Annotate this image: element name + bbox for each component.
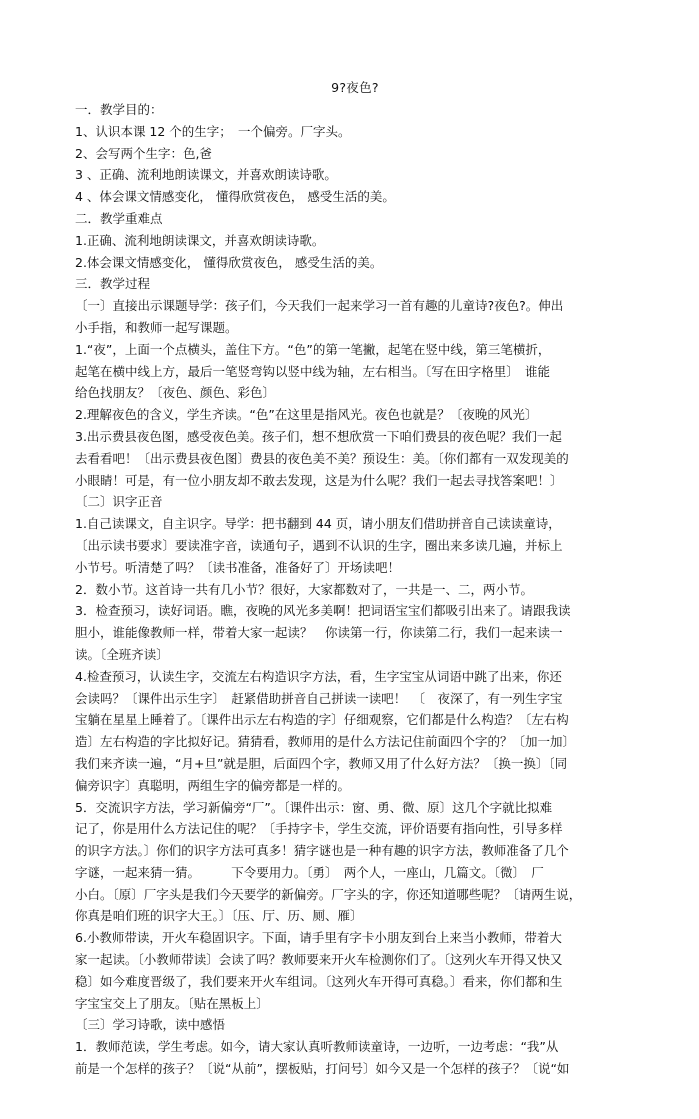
text-line: 三．教学过程: [75, 276, 151, 292]
text-line: 小手指，和教师一起写课题。: [75, 319, 238, 335]
text-line: 记了，你是用什么方法记住的呢？〔手持字卡，学生交流，评价语要有指向性，引导多样: [75, 821, 563, 837]
text-line: 我们来齐读一遍，“月+旦”就是胆，后面四个字，教师又用了什么好方法？〔换一换〕〔同: [75, 755, 568, 771]
text-line: 1、认识本课 12 个的生字； 一个偏旁。厂字头。: [75, 123, 351, 139]
text-line: 字宝宝交上了朋友。〔贴在黑板上〕: [75, 995, 269, 1011]
text-line: 读。〔全班齐读〕: [75, 646, 169, 662]
text-line: 偏旁识字〕真聪明，两组生字的偏旁都是一样的。: [75, 777, 351, 793]
text-line: 1.“夜”，上面一个点横头，盖住下方。“色”的第一笔撇，起笔在竖中线，第三笔横折，: [75, 341, 551, 357]
text-line: 你真是咱们班的识字大王。〕〔压、厅、历、厕、雁〕: [75, 908, 363, 924]
text-line: 3.出示费县夜色图，感受夜色美。孩子们，想不想欣赏一下咱们费县的夜色呢？我们一起: [75, 428, 562, 444]
text-line: 2.理解夜色的含义，学生齐读。“色”在这里是指风光。夜色也就是？〔夜晚的风光〕: [75, 407, 538, 423]
text-line: 小眼睛！可是，有一位小朋友却不敢去发现，这是为什么呢？我们一起去寻找答案吧！〕: [75, 472, 563, 488]
text-line: 2．数小节。这首诗一共有几小节？很好，大家都数对了，一共是一、二，两小节。: [75, 581, 533, 597]
text-line: 起笔在横中线上方，最后一笔竖弯钩以竖中线为轴，左右相当。〔写在田字格里〕 谁能: [75, 363, 551, 379]
text-line: 给色找朋友？〔夜色、颜色、彩色〕: [75, 385, 276, 401]
text-line: 2.体会课文情感变化， 懂得欣赏夜色， 感受生活的美。: [75, 254, 383, 270]
text-line: 前是一个怎样的孩子？〔说“从前”，摆板贴，打问号〕如今又是一个怎样的孩子？〔说“如: [75, 1061, 570, 1077]
text-line: 6.小教师带读，开火车稳固识字。下面，请手里有字卡小朋友到台上来当小教师，带着大: [75, 930, 562, 946]
document-page: [75, 78, 635, 1080]
text-line: 胆小，谁能像教师一样，带着大家一起读？ 你读第一行，你读第二行，我们一起来读一: [75, 625, 563, 641]
text-line: 4.检查预习，认读生字，交流左右构造识字方法，看，生字宝宝从词语中跳了出来，你还: [75, 668, 562, 684]
text-line: 小节号。听清楚了吗？〔读书准备，准备好了〕开场读吧！: [75, 559, 401, 575]
text-line: 去看看吧！〔出示费县夜色图〕费县的夜色美不美？预设生：美。〔你们都有一双发现美的: [75, 450, 569, 466]
text-line: 3 、正确、流利地朗读课文，并喜欢朗读诗歌。: [75, 167, 337, 183]
text-line: 〔三〕学习诗歌，读中感悟: [75, 1017, 226, 1033]
text-line: 〔出示读书要求〕要读准字音，读通句子，遇到不认识的生字，圈出来多读几遍，并标上: [75, 537, 563, 553]
text-line: 2、会写两个生字：色,爸: [75, 145, 212, 161]
text-line: 稳〕如今难度晋级了，我们要来开火车组词。〔这列火车开得可真稳。〕看来，你们都和生: [75, 973, 563, 989]
text-line: 宝躺在星星上睡着了。〔课件出示左右构造的字〕仔细观察，它们都是什么构造？〔左右构: [75, 712, 569, 728]
text-line: 〔一〕直接出示课题导学：孩子们，今天我们一起来学习一首有趣的儿童诗?夜色?。伸出: [75, 298, 564, 314]
text-line: 1．教师范读，学生考虑。如今，请大家认真听教师读童诗，一边听，一边考虑：“我”从: [75, 1039, 559, 1055]
text-line: 造〕左右构造的字比拟好记。猜猜看，教师用的是什么方法记住前面四个字的？〔加一加〕: [75, 734, 576, 750]
text-line: 5．交流识字方法，学习新偏旁“厂”。〔课件出示：窗、勇、微、原〕这几个字就比拟难: [75, 799, 553, 815]
text-line: 二．教学重难点: [75, 210, 163, 226]
text-line: 一．教学目的：: [75, 102, 163, 117]
text-line: 〔二〕识字正音: [75, 494, 163, 510]
text-line: 会读吗？〔课件出示生字〕 赶紧借助拼音自己拼读一读吧！ 〔 夜深了，有一列生字宝: [75, 690, 563, 706]
text-line: 的识字方法。〕你们的识字方法可真多！猜字谜也是一种有趣的识字方法，教师准备了几个: [75, 843, 569, 859]
text-line: 1.正确、流利地朗读课文，并喜欢朗读诗歌。: [75, 232, 325, 248]
lesson-title: 9?夜色?: [331, 80, 379, 95]
text-line: 字谜，一起来猜一猜。 下令要用力。〔勇〕 两个人，一座山，几篇文。〔微〕 厂: [75, 864, 544, 880]
text-line: 1.自己读课文，自主识字。导学：把书翻到 44 页，请小朋友们借助拼音自己读读童诗，: [75, 516, 561, 532]
text-line: 3．检查预习，读好词语。瞧，夜晚的风光多美啊！把词语宝宝们都吸引出来了。请跟我读: [75, 603, 571, 619]
text-line: 4 、体会课文情感变化， 懂得欣赏夜色， 感受生活的美。: [75, 189, 395, 205]
document-body: [75, 99, 635, 1080]
text-line: 小白。〔原〕厂字头是我们今天要学的新偏旁。厂字头的字，你还知道哪些呢？〔请两生说，: [75, 886, 582, 902]
text-line: 家一起读。〔小教师带读〕会读了吗？教师要来开火车检测你们了。〔这列火车开得又快又: [75, 952, 563, 968]
